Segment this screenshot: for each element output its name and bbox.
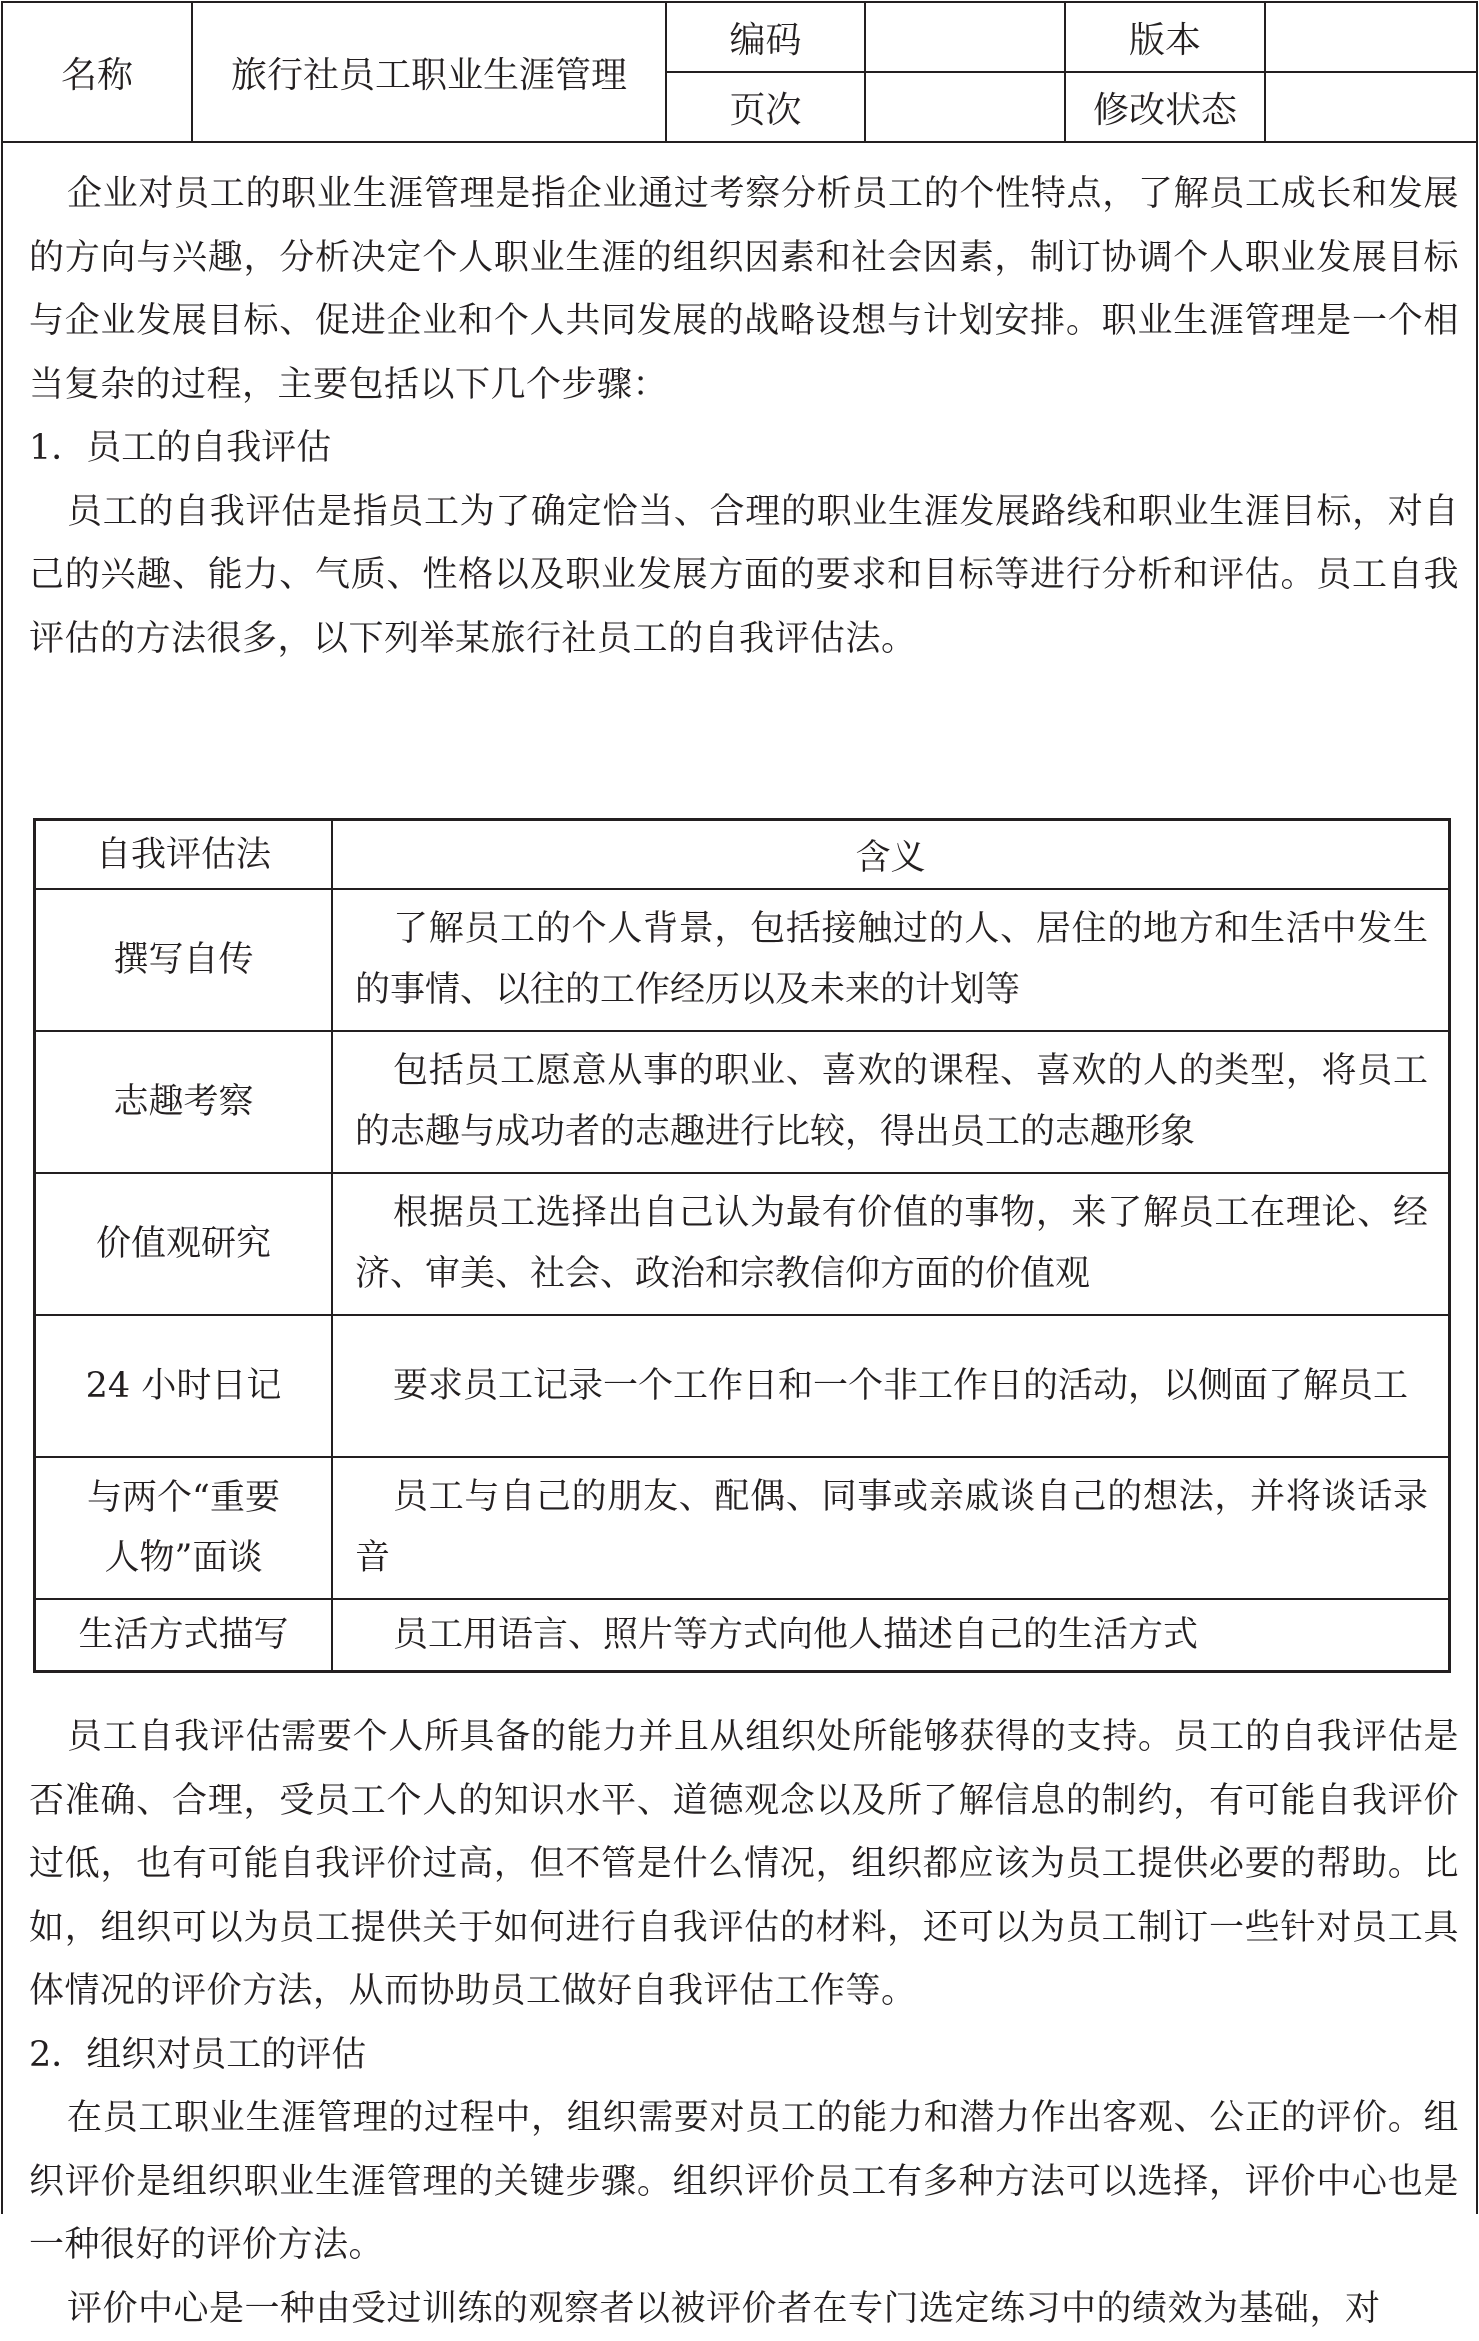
method-cell: 生活方式描写 xyxy=(35,1599,333,1672)
revision-label: 修改状态 xyxy=(1065,72,1265,142)
section1-heading: 1．员工的自我评估 xyxy=(29,417,1459,481)
meaning-cell xyxy=(332,1031,1450,1173)
section2-paragraph2: 评价中心是一种由受过训练的观察者以被评价者在专门选定练习中的绩效为基础，对 xyxy=(29,2278,1459,2341)
method-cell: 撰写自传 xyxy=(35,889,333,1031)
version-label: 版本 xyxy=(1065,2,1265,72)
meaning-text: 根据员工选择出自己认为最有价值的事物，来了解员工在理论、经济、审美、社会、政治和宗教信仰方面的价值观 xyxy=(355,1183,1428,1305)
meaning-text: 包括员工愿意从事的职业、喜欢的课程、喜欢的人的类型，将员工的志趣与成功者的志趣进行比较，得出员工的志趣形象 xyxy=(355,1041,1428,1163)
section1-paragraph2: 员工自我评估需要个人所具备的能力并且从组织处所能够获得的支持。员工的自我评估是否准确、合理，受员工个人的知识水平、道德观念以及所了解信息的制约，有可能自我评价过低，也有可能自我评价过高，但不管是什么情况，组织都应该为员工提供必要的帮助。比如，组织可以为员工提供关于如何进行自我评估的材料，还可以为员工制订一些针对员工具体情况的评价方法，从而协助员工做好自我评估工作等。 xyxy=(29,1706,1459,2024)
content-bottom xyxy=(29,1706,1459,2341)
method-line1: 与两个“重要 xyxy=(36,1468,331,1528)
method-line2: 人物”面谈 xyxy=(36,1528,331,1588)
method-cell: 价值观研究 xyxy=(35,1173,333,1315)
table-row xyxy=(35,1457,1450,1599)
section1-paragraph1: 员工的自我评估是指员工为了确定恰当、合理的职业生涯发展路线和职业生涯目标，对自己的兴趣、能力、气质、性格以及职业发展方面的要求和目标等进行分析和评估。员工自我评估的方法很多，以下列举某旅行社员工的自我评估法。 xyxy=(29,481,1459,672)
meaning-text: 员工与自己的朋友、配偶、同事或亲戚谈自己的想法，并将谈话录音 xyxy=(355,1467,1428,1589)
code-value xyxy=(865,2,1065,72)
meaning-text: 要求员工记录一个工作日和一个非工作日的活动，以侧面了解员工 xyxy=(355,1356,1428,1417)
meaning-cell xyxy=(332,1457,1450,1599)
meaning-cell xyxy=(332,889,1450,1031)
page-label: 页次 xyxy=(666,72,865,142)
table-row xyxy=(35,889,1450,1031)
meaning-text: 了解员工的个人背景，包括接触过的人、居住的地方和生活中发生的事情、以往的工作经历以及未来的计划等 xyxy=(355,899,1428,1021)
intro-paragraph: 企业对员工的职业生涯管理是指企业通过考察分析员工的个性特点，了解员工成长和发展的方向与兴趣，分析决定个人职业生涯的组织因素和社会因素，制订协调个人职业发展目标与企业发展目标、促进企业和个人共同发展的战略设想与计划安排。职业生涯管理是一个相当复杂的过程，主要包括以下几个步骤： xyxy=(29,163,1459,417)
method-cell: 志趣考察 xyxy=(35,1031,333,1173)
meaning-text: 员工用语言、照片等方式向他人描述自己的生活方式 xyxy=(355,1605,1428,1666)
table-row xyxy=(35,1315,1450,1457)
revision-value xyxy=(1265,72,1477,142)
section2-heading: 2．组织对员工的评估 xyxy=(29,2024,1459,2088)
version-value xyxy=(1265,2,1477,72)
document-header-table xyxy=(1,1,1478,143)
table-row xyxy=(35,1173,1450,1315)
method-cell: 24 小时日记 xyxy=(35,1315,333,1457)
page-value xyxy=(865,72,1065,142)
table-header-row xyxy=(35,820,1450,890)
code-label: 编码 xyxy=(666,2,865,72)
content-top xyxy=(29,163,1459,671)
meaning-cell xyxy=(332,1173,1450,1315)
meaning-cell xyxy=(332,1599,1450,1672)
table-header-meaning: 含义 xyxy=(332,820,1450,890)
table-header-method: 自我评估法 xyxy=(35,820,333,890)
table-row xyxy=(35,1031,1450,1173)
document-body-frame xyxy=(1,141,1478,2214)
meaning-cell xyxy=(332,1315,1450,1457)
self-assessment-table xyxy=(33,818,1451,1673)
document-title: 旅行社员工职业生涯管理 xyxy=(192,2,666,142)
section2-paragraph1: 在员工职业生涯管理的过程中，组织需要对员工的能力和潜力作出客观、公正的评价。组织评价是组织职业生涯管理的关键步骤。组织评价员工有多种方法可以选择，评价中心也是一种很好的评价方法。 xyxy=(29,2087,1459,2278)
method-cell xyxy=(35,1457,333,1599)
name-label: 名称 xyxy=(2,2,192,142)
table-row xyxy=(35,1599,1450,1672)
